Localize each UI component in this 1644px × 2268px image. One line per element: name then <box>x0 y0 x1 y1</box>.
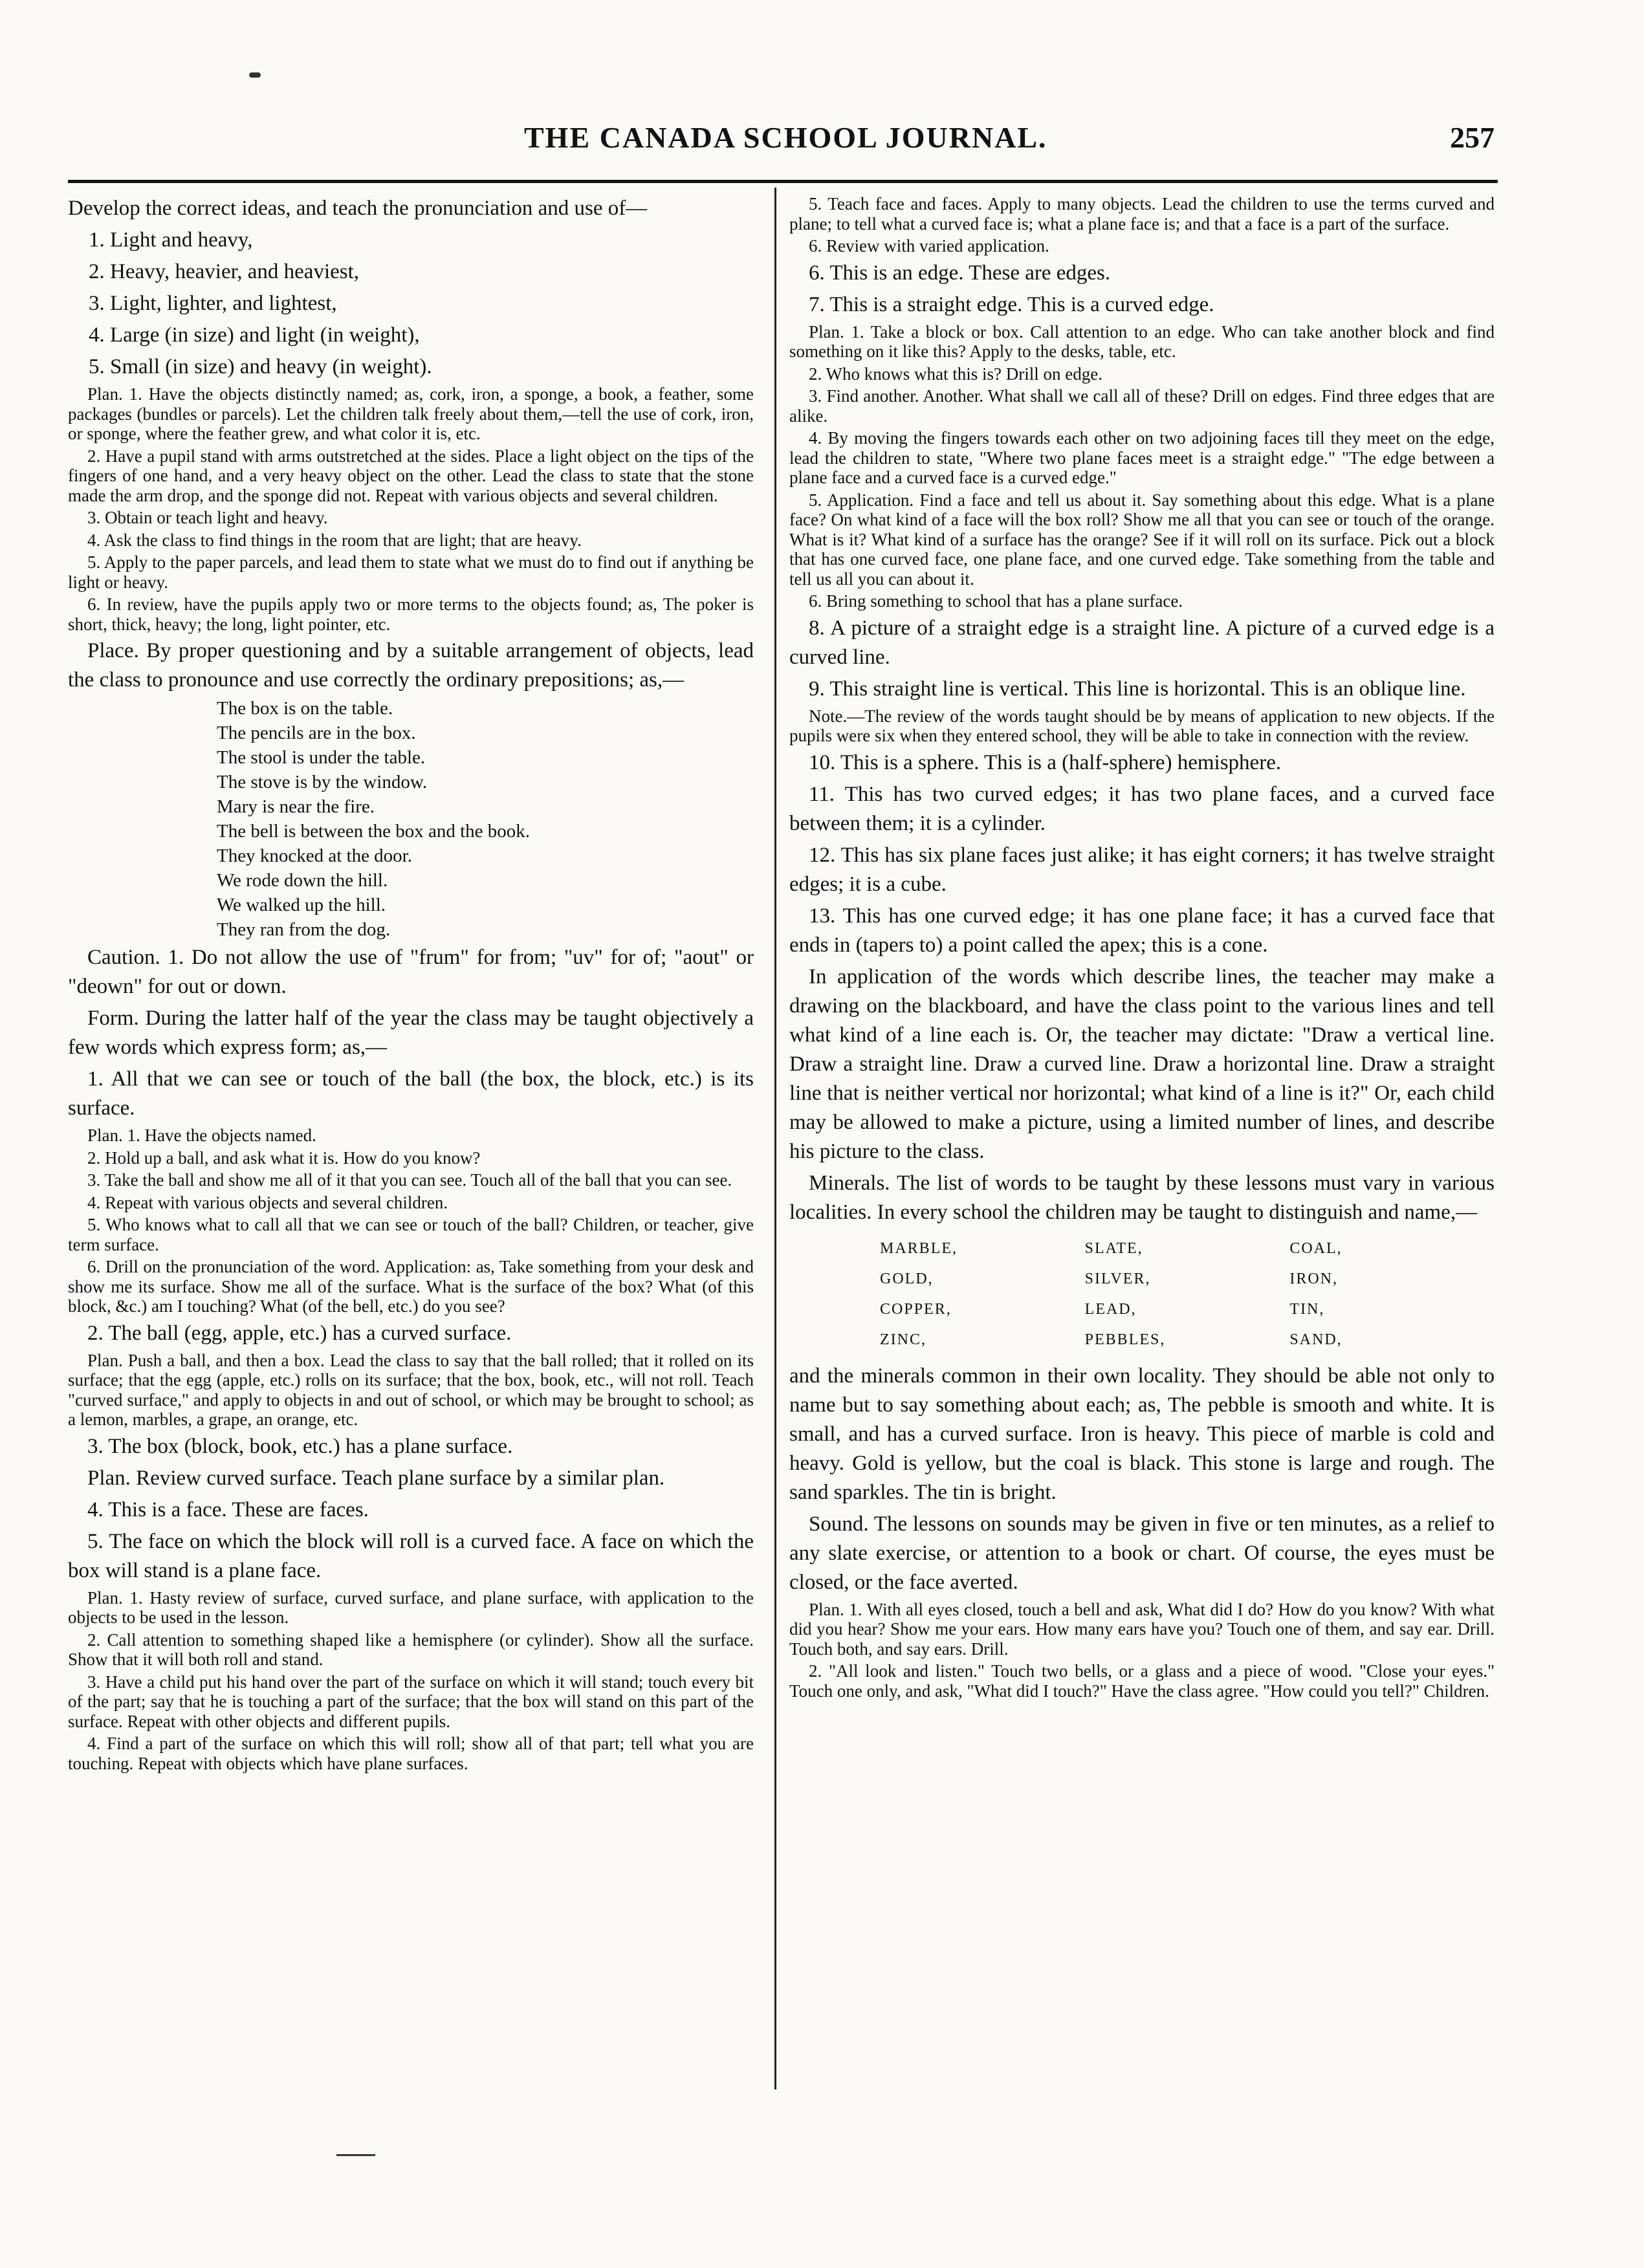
paragraph: 5. Who knows what to call all that we can see or touch of the ball? Children, or teacher, give term surface. <box>68 1215 754 1254</box>
paragraph: 2. "All look and listen." Touch two bells, or a glass and a piece of wood. "Close your eyes." Touch one only, and ask, "What did I touch?" Have the class agree. "How could you tell?" Children. <box>789 1661 1495 1701</box>
paragraph: Place. By proper questioning and by a suitable arrangement of objects, lead the class to pronounce and use correctly the ordinary prepositions; as,— <box>68 639 754 692</box>
paragraph: Minerals. The list of words to be taught by these lessons must vary in various localities. In every school the children may be taught to distinguish and name,— <box>789 1171 1495 1224</box>
paragraph: We rode down the hill. <box>217 870 388 891</box>
paragraph: Mary is near the fire. <box>217 796 375 817</box>
paragraph: Note.—The review of the words taught should be by means of application to new objects. If the pupils were six when they entered school, they will be able to take in connection with the review. <box>789 706 1495 745</box>
right-column <box>789 194 1495 1703</box>
paragraph: 4. Repeat with various objects and several children. <box>87 1192 448 1212</box>
paragraph: and the minerals common in their own locality. They should be able not only to name but to say something about each; as, The pebble is smooth and white. It is small, and has a curved surface. Iron is heavy. This piece of marble is cold and heavy. Gold is yellow, but the coal is black. This stone is large and rough. The sand sparkles. The tin is bright. <box>789 1364 1495 1504</box>
paragraph: 6. Drill on the pronunciation of the word. Application: as, Take something from your desk and show me its surface. Show me all of the surface. What is the surface of the box? What (of this block, &c.) am I touching? What (of the bell, etc.) do you see? <box>68 1257 754 1316</box>
paragraph: Caution. 1. Do not allow the use of "frum" for from; "uv" for of; "aout" or "deown" for out or down. <box>68 946 754 998</box>
paragraph: Develop the correct ideas, and teach the pronunciation and use of— <box>68 197 648 220</box>
paragraph: Plan. 1. Take a block or box. Call attention to an edge. Who can take another block and find something on it like this? Apply to the desks, table, etc. <box>789 322 1495 361</box>
paragraph: 3. Take the ball and show me all of it that you can see. Touch all of the ball that you can see. <box>87 1170 732 1190</box>
paragraph: 2. Who knows what this is? Drill on edge. <box>809 364 1102 384</box>
page-header <box>71 114 1495 172</box>
mineral-item: TIN, <box>1289 1300 1325 1318</box>
paragraph: 4. This is a face. These are faces. <box>87 1498 369 1521</box>
paragraph: 4. Large (in size) and light (in weight), <box>89 323 420 347</box>
minerals-list <box>789 1234 1495 1355</box>
paragraph: 6. Review with varied application. <box>809 236 1049 256</box>
mineral-item: SLATE, <box>1084 1239 1143 1257</box>
paragraph: Plan. Review curved surface. Teach plane surface by a similar plan. <box>87 1466 665 1490</box>
paragraph: 2. Hold up a ball, and ask what it is. How do you know? <box>87 1148 481 1168</box>
column-divider <box>774 188 776 2089</box>
mineral-item: IRON, <box>1289 1270 1338 1287</box>
journal-title: THE CANADA SCHOOL JOURNAL. <box>524 121 1047 154</box>
paragraph: The bell is between the box and the book. <box>217 821 531 842</box>
mineral-item: PEBBLES, <box>1084 1331 1166 1348</box>
paragraph: 3. Light, lighter, and lightest, <box>89 292 337 315</box>
paragraph: 12. This has six plane faces just alike; it has eight corners; it has twelve straight edges; it is a cube. <box>789 843 1495 896</box>
mineral-item: COPPER, <box>880 1300 952 1318</box>
paragraph: The pencils are in the box. <box>217 723 416 743</box>
mineral-item: GOLD, <box>880 1270 934 1287</box>
paragraph: In application of the words which describe lines, the teacher may make a drawing on the blackboard, and have the class point to the various lines and tell what kind of a line each is. Or, the teacher may dictate: "Draw a vertical line. Draw a straight line. Draw a curved line. Draw a horizontal line. Draw a straight line that is neither vertical nor horizontal; what kind of a line is it?" Or, each child may be allowed to make a picture, using a limited number of lines, and describe his picture to the class. <box>789 965 1495 1163</box>
page-number: 257 <box>1450 121 1495 154</box>
paragraph: 5. The face on which the block will roll is a curved face. A face on which the box will stand is a plane face. <box>68 1529 754 1582</box>
paragraph: Plan. Push a ball, and then a box. Lead the class to say that the ball rolled; that it rolled on its surface; that the egg (apple, etc.) rolls on its surface; that the box, book, etc., will not roll. Teach "curved surface," and apply to objects in and out of school, or which may be brought to school; as a lemon, marbles, a grape, an orange, etc. <box>68 1350 754 1429</box>
paragraph: Plan. 1. Hasty review of surface, curved surface, and plane surface, with application to the objects to be used in the lesson. <box>68 1587 754 1627</box>
paragraph: 5. Small (in size) and heavy (in weight). <box>89 355 432 378</box>
paragraph: 4. Find a part of the surface on which this will roll; show all of that part; tell what you are touching. Repeat with objects which have plane surfaces. <box>68 1734 754 1773</box>
mineral-item: LEAD, <box>1084 1300 1137 1318</box>
paragraph: 3. Find another. Another. What shall we call all of these? Drill on edges. Find three edges that are alike. <box>789 386 1495 426</box>
paragraph: Plan. 1. Have the objects named. <box>87 1126 316 1145</box>
paragraph: 6. In review, have the pupils apply two or more terms to the objects found; as, The poker is short, thick, heavy; the long, light pointer, etc. <box>68 594 754 634</box>
paragraph: 6. This is an edge. These are edges. <box>809 261 1111 285</box>
right-column-bottom <box>789 1362 1495 1701</box>
paragraph: 3. Obtain or teach light and heavy. <box>87 508 328 527</box>
paragraph: We walked up the hill. <box>217 895 386 915</box>
paragraph: Sound. The lessons on sounds may be given in five or ten minutes, as a relief to any slate exercise, or attention to a book or chart. Of course, the eyes must be closed, or the face averted. <box>789 1512 1495 1594</box>
paragraph: 5. Apply to the paper parcels, and lead them to state what we must do to find out if anything be light or heavy. <box>68 552 754 592</box>
paragraph: 7. This is a straight edge. This is a curved edge. <box>809 292 1214 316</box>
paragraph: 2. Call attention to something shaped like a hemisphere (or cylinder). Show all the surface. Show that it will both roll and stand. <box>68 1630 754 1669</box>
paragraph: 2. The ball (egg, apple, etc.) has a curved surface. <box>87 1321 512 1345</box>
paragraph: 13. This has one curved edge; it has one plane face; it has a curved face that ends in (tapers to) a point called the apex; this is a cone. <box>789 904 1495 957</box>
mineral-item: ZINC, <box>880 1331 926 1348</box>
paragraph: 4. Ask the class to find things in the room that are light; that are heavy. <box>87 530 582 550</box>
paragraph: The stove is by the window. <box>217 772 428 792</box>
paragraph: 10. This is a sphere. This is a (half-sphere) hemisphere. <box>809 750 1282 774</box>
paragraph: They knocked at the door. <box>217 845 412 866</box>
paragraph: The box is on the table. <box>217 698 393 719</box>
paragraph: The stool is under the table. <box>217 747 426 768</box>
paragraph: 1. Light and heavy, <box>89 228 253 252</box>
mineral-item: MARBLE, <box>880 1239 958 1257</box>
header-rule <box>68 180 1498 183</box>
paragraph: 4. By moving the fingers towards each other on two adjoining faces till they meet on the edge, lead the children to state, "Where two plane faces meet is a straight edge." "The edge between a plane face and a curved face is a curved edge." <box>789 428 1495 487</box>
paragraph: 11. This has two curved edges; it has two plane faces, and a curved face between them; it is a cylinder. <box>789 782 1495 835</box>
mineral-item: COAL, <box>1289 1239 1343 1257</box>
paragraph: 1. All that we can see or touch of the ball (the box, the block, etc.) is its surface. <box>68 1067 754 1120</box>
paragraph: 2. Have a pupil stand with arms outstretched at the sides. Place a light object on the tips of the fingers of one hand, and a very heavy object on the other. Lead the class to state that the stone made the arm drop, and the sponge did not. Repeat with various objects and several children. <box>68 446 754 505</box>
paragraph: They ran from the dog. <box>217 919 391 940</box>
paragraph: Plan. 1. With all eyes closed, touch a bell and ask, What did I do? How do you know? With what did you hear? Show me your ears. How many ears have you? Touch one of them, and say ear. Drill. Touch both, and say ears. Drill. <box>789 1599 1495 1659</box>
paragraph: 8. A picture of a straight edge is a straight line. A picture of a curved edge is a curved line. <box>789 616 1495 669</box>
print-mark <box>336 2154 375 2156</box>
paragraph: 3. The box (block, book, etc.) has a plane surface. <box>87 1434 513 1458</box>
paragraph: 2. Heavy, heavier, and heaviest, <box>89 260 360 283</box>
paragraph: 9. This straight line is vertical. This line is horizontal. This is an oblique line. <box>809 677 1466 701</box>
left-column <box>68 194 754 1776</box>
right-column-top <box>789 194 1495 1227</box>
mineral-item: SAND, <box>1289 1331 1343 1348</box>
print-mark <box>249 72 261 78</box>
paragraph: 6. Bring something to school that has a plane surface. <box>809 591 1183 611</box>
paragraph: 5. Teach face and faces. Apply to many objects. Lead the children to use the terms curved and plane; to tell what a curved face is; what a plane face is; and that a face is a part of the surface. <box>789 194 1495 234</box>
paragraph: 3. Have a child put his hand over the part of the surface on which it will stand; touch every bit of the part; say that he is touching a part of the surface; that the box will stand on this part of the surface. Repeat with other objects and different pupils. <box>68 1672 754 1731</box>
paragraph: Plan. 1. Have the objects distinctly named; as, cork, iron, a sponge, a book, a feather, some packages (bundles or parcels). Let the children talk freely about them,—tell the use of cork, iron, or sponge, where the feather grew, and what color it is, etc. <box>68 384 754 443</box>
paragraph: 5. Application. Find a face and tell us about it. Say something about this edge. What is a plane face? On what kind of a face will the box roll? Show me all that you can see or touch of the orange. What is it? What kind of a surface has the orange? See if it will roll on its surface. Pick out a block that has one curved face, one plane face, and one curved edge. Take something from the table and tell us all you can about it. <box>789 490 1495 589</box>
paragraph: Form. During the latter half of the year the class may be taught objectively a few words which express form; as,— <box>68 1007 754 1059</box>
mineral-item: SILVER, <box>1084 1270 1151 1287</box>
